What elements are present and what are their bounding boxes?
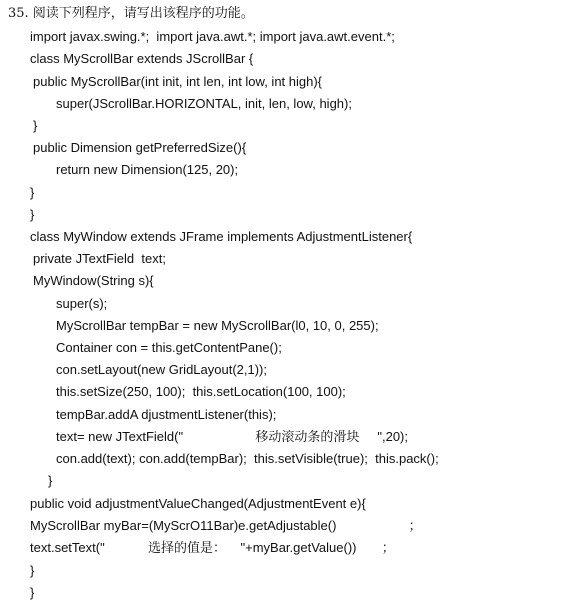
code-line-class-mywindow: class MyWindow extends JFrame implements AdjustmentListener{ [30, 229, 413, 244]
code-line-super-call: super(JScrollBar.HORIZONTAL, init, len, low, high); [56, 96, 352, 111]
code-line-close-class: } [30, 207, 35, 222]
code-line-constructor: public MyScrollBar(int init, int len, int low, int high){ [33, 74, 323, 89]
code-line-mybar: MyScrollBar myBar=(MyScrO11Bar)e.getAdjustable() ； [30, 518, 422, 533]
code-line-setsize: this.setSize(250, 100); this.setLocation(100, 100); [56, 384, 346, 399]
code-line-class-myscrollbar: class MyScrollBar extends JScrollBar { [30, 51, 254, 66]
code-line-textfield-decl: private JTextField text; [33, 251, 166, 266]
code-line-close-ctor: } [48, 473, 53, 488]
code-line-super-s: super(s); [56, 296, 108, 311]
question-title: 35. 阅读下列程序，请写出该程序的功能。 [8, 6, 254, 21]
code-line-mywindow-ctor: MyWindow(String s){ [33, 273, 154, 288]
code-line-setlayout: con.setLayout(new GridLayout(2,1)); [56, 362, 267, 377]
code-line-container: Container con = this.getContentPane(); [56, 340, 282, 355]
code-line-textfield-new: text= new JTextField(" 移动滚动条的滑块 ",20); [56, 429, 409, 444]
code-line-close-constructor: } [33, 118, 38, 133]
code-line-close-method: } [30, 185, 35, 200]
code-line-close-adjust: } [30, 563, 35, 578]
code-line-con-add: con.add(text); con.add(tempBar); this.setVisible(true); this.pack(); [56, 451, 439, 466]
code-line-addlistener: tempBar.addA djustmentListener(this); [56, 407, 277, 422]
code-line-settext: text.setText(" 选择的值是： "+myBar.getValue()) ； [30, 540, 395, 555]
code-line-tempbar: MyScrollBar tempBar = new MyScrollBar(l0, 10, 0, 255); [56, 318, 379, 333]
code-line-preferred-size: public Dimension getPreferredSize(){ [33, 140, 247, 155]
code-line-adjustment-method: public void adjustmentValueChanged(AdjustmentEvent e){ [30, 496, 366, 511]
code-line-import: import javax.swing.*; import java.awt.*; import java.awt.event.*; [30, 29, 395, 44]
code-line-return-dimension: return new Dimension(125, 20); [56, 162, 239, 177]
code-line-close-mywindow: } [30, 585, 35, 600]
